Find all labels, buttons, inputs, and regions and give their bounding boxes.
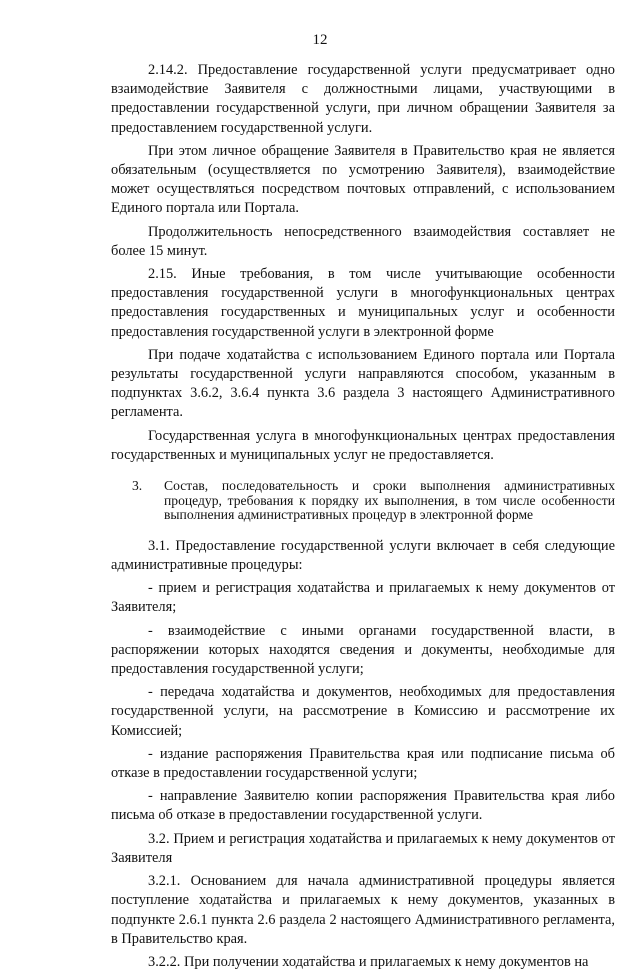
list-item-transfer: - передача ходатайства и документов, необходимых для предоставления государственной услуги, на рассмотрение в Комиссию и рассмотрение их Комиссией; (111, 684, 615, 739)
paragraph-duration: Продолжительность непосредственного взаимодействия составляет не более 15 минут. (111, 223, 615, 259)
paragraph-portal-submission: При подаче ходатайства с использованием Единого портала или Портала результаты государственной услуги направляются способом, указанным в подпунктах 3.6.2, 3.6.4 пункта 3.6 раздела 3 настоящего Административного регламента. (111, 346, 615, 421)
section-heading-number: 3. (132, 478, 143, 494)
paragraph-3-2-2: 3.2.2. При получении ходатайства и прилагаемых к нему документов на (148, 953, 589, 970)
list-item-sending-copy: - направление Заявителю копии распоряжения Правительства края либо письма об отказе в предоставлении государственной услуги. (111, 788, 615, 824)
paragraph-3-2-1: 3.2.1. Основанием для начала административной процедуры является поступление ходатайства и прилагаемых к нему документов, указанных в подпункте 2.6.1 пункта 2.6 раздела 2 настоящего Административного регламента, в Правительство края. (111, 873, 615, 947)
paragraph-3-2: 3.2. Прием и регистрация ходатайства и прилагаемых к нему документов от Заявителя (111, 830, 615, 866)
paragraph-3-1: 3.1. Предоставление государственной услуги включает в себя следующие административные процедуры: (111, 537, 615, 574)
paragraph-2-15: 2.15. Иные требования, в том числе учитывающие особенности предоставления государственной услуги в многофункциональных центрах предоставления государственных и муниципальных услуг и особенности предоставления государственной услуги в электронной форме (111, 266, 615, 340)
section-heading-text: Состав, последовательность и сроки выполнения административных процедур, требования к порядку их выполнения, в том числе особенности выполнения административных процедур в электронной форме (164, 478, 615, 523)
paragraph-personal-appeal: При этом личное обращение Заявителя в Правительство края не является обязательным (осуществляется по усмотрению Заявителя), взаимодействие может осуществляться посредством почтовых отправлений, с использованием Единого портала или Портала. (111, 142, 615, 217)
list-item-reception: - прием и регистрация ходатайства и прилагаемых к нему документов от Заявителя; (111, 580, 615, 616)
list-item-interaction: - взаимодействие с иными органами государственной власти, в распоряжении которых находятся сведения и документы, необходимые для предоставления государственной услуги; (111, 622, 615, 678)
section-3-heading (111, 479, 615, 523)
paragraph-mfc: Государственная услуга в многофункциональных центрах предоставления государственных и муниципальных услуг не предоставляется. (111, 427, 615, 463)
paragraph-2-14-2: 2.14.2. Предоставление государственной услуги предусматривает одно взаимодействие Заявителя с должностными лицами, участвующими в предоставлении государственной услуги, при личном обращении Заявителя за предоставлением государственной услуги. (111, 62, 615, 136)
document-body (111, 61, 615, 972)
list-item-order-issuance: - издание распоряжения Правительства края или подписание письма об отказе в предоставлении государственной услуги; (111, 745, 615, 782)
page-number: 12 (312, 32, 328, 48)
